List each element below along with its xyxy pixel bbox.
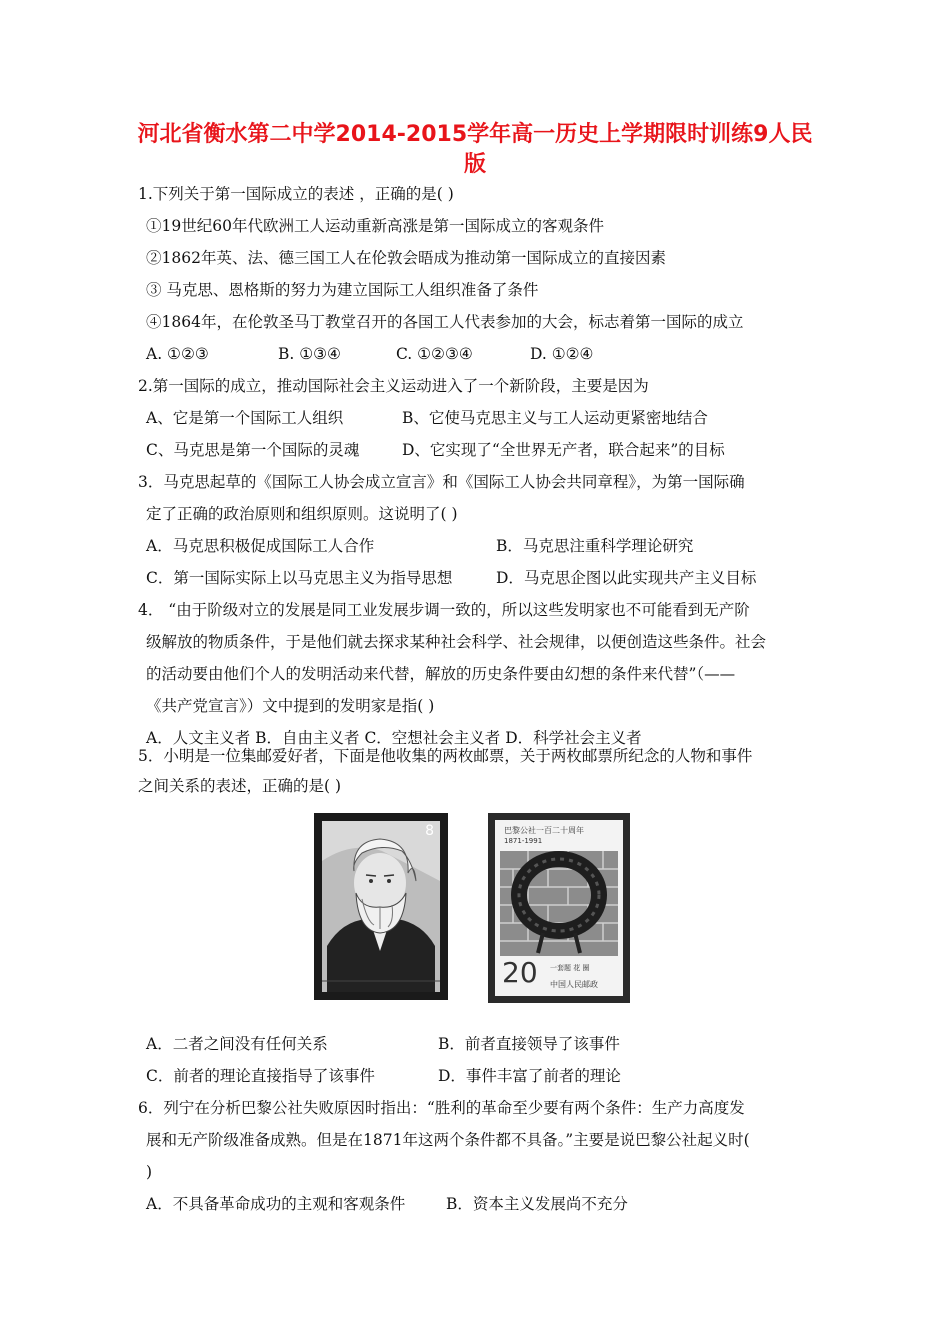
- stamp-paris-years: 1871-1991: [504, 837, 543, 845]
- document-title: [120, 120, 830, 180]
- q4-stem-line-4: 《共产党宣言》）文中提到的发明家是指( ): [146, 697, 435, 715]
- q2-option-b: B、它使马克思主义与工人运动更紧密地结合: [402, 409, 708, 427]
- q6-option-a: A．不具备革命成功的主观和客观条件: [146, 1195, 406, 1213]
- q4-stem-line-2: 级解放的物质条件，于是他们就去探求某种社会科学、社会规律，以便创造这些条件。社会: [146, 633, 767, 651]
- q5-stem-line-1: 5．小明是一位集邮爱好者，下面是他收集的两枚邮票，关于两枚邮票所纪念的人物和事件: [138, 747, 753, 765]
- q6-option-b: B．资本主义发展尚不充分: [446, 1195, 628, 1213]
- stamp-paris-country: 中国人民邮政: [550, 980, 598, 989]
- title-line-1: 河北省衡水第二中学2014-2015学年高一历史上学期限时训练9人民: [137, 122, 813, 147]
- stamp-paris-value: 20: [502, 956, 538, 989]
- q3-option-d: D．马克思企图以此实现共产主义目标: [496, 569, 757, 587]
- stamp-portrait-value: 8: [425, 823, 434, 839]
- q5-stem-line-2: 之间关系的表述，正确的是( ): [138, 777, 342, 795]
- q1-option-a: A. ①②③: [146, 345, 209, 363]
- stamp-portrait: [314, 813, 448, 1000]
- q1-option-c: C. ①②③④: [396, 345, 473, 363]
- q5-option-a: A．二者之间没有任何关系: [146, 1035, 328, 1053]
- portrait-illustration: [322, 821, 440, 992]
- q1-statement-1: ①19世纪60年代欧洲工人运动重新高涨是第一国际成立的客观条件: [146, 217, 604, 235]
- q2-option-a: A、它是第一个国际工人组织: [146, 409, 344, 427]
- q3-stem-line-1: 3．马克思起草的《国际工人协会成立宣言》和《国际工人协会共同章程》，为第一国际确: [138, 473, 745, 491]
- q1-stem: 1.下列关于第一国际成立的表述 ，正确的是( ): [138, 185, 454, 203]
- q1-statement-4: ④1864年，在伦敦圣马丁教堂召开的各国工人代表参加的大会，标志着第一国际的成立: [146, 313, 744, 331]
- q1-statement-2: ②1862年英、法、德三国工人在伦敦会晤成为推动第一国际成立的直接因素: [146, 249, 666, 267]
- q4-stem-line-3: 的活动要由他们个人的发明活动来代替，解放的历史条件要由幻想的条件来代替”（——: [146, 665, 736, 683]
- q2-option-c: C、马克思是第一个国际的灵魂: [146, 441, 360, 459]
- title-line-2: 版: [463, 152, 486, 177]
- q6-stem-line-1: 6．列宁在分析巴黎公社失败原因时指出：“胜利的革命至少要有两个条件：生产力高度发: [138, 1099, 745, 1117]
- q6-stem-line-3: ): [146, 1163, 153, 1181]
- q1-option-b: B. ①③④: [278, 345, 341, 363]
- stamp-portrait-inner: [322, 821, 440, 992]
- q5-option-b: B．前者直接领导了该事件: [438, 1035, 620, 1053]
- stamp-paris-header: 巴黎公社一百二十周年: [504, 826, 584, 835]
- q4-options: A．人文主义者 B．自由主义者 C．空想社会主义者 D．科学社会主义者: [146, 729, 642, 747]
- q3-option-a: A．马克思积极促成国际工人合作: [146, 537, 375, 555]
- q4-stem-line-1: 4． “由于阶级对立的发展是同工业发展步调一致的，所以这些发明家也不可能看到无产阶: [138, 601, 750, 619]
- q2-option-d: D、它实现了“全世界无产者，联合起来”的目标: [402, 441, 725, 459]
- q3-option-c: C．第一国际实际上以马克思主义为指导思想: [146, 569, 453, 587]
- q1-statement-3: ③ 马克思、恩格斯的努力为建立国际工人组织准备了条件: [146, 281, 539, 299]
- q3-option-b: B．马克思注重科学理论研究: [496, 537, 694, 555]
- q2-stem: 2.第一国际的成立，推动国际社会主义运动进入了一个新阶段，主要是因为: [138, 377, 649, 395]
- q3-stem-line-2: 定了正确的政治原则和组织原则。这说明了( ): [146, 505, 458, 523]
- q5-option-d: D．事件丰富了前者的理论: [438, 1067, 621, 1085]
- q5-option-c: C．前者的理论直接指导了该事件: [146, 1067, 375, 1085]
- stamp-paris-caption: 一套题 花 圈: [550, 964, 590, 972]
- q6-stem-line-2: 展和无产阶级准备成熟。但是在1871年这两个条件都不具备。”主要是说巴黎公社起义时(: [146, 1131, 750, 1149]
- stamp-paris-commune: [488, 813, 630, 1003]
- q1-option-d: D. ①②④: [530, 345, 594, 363]
